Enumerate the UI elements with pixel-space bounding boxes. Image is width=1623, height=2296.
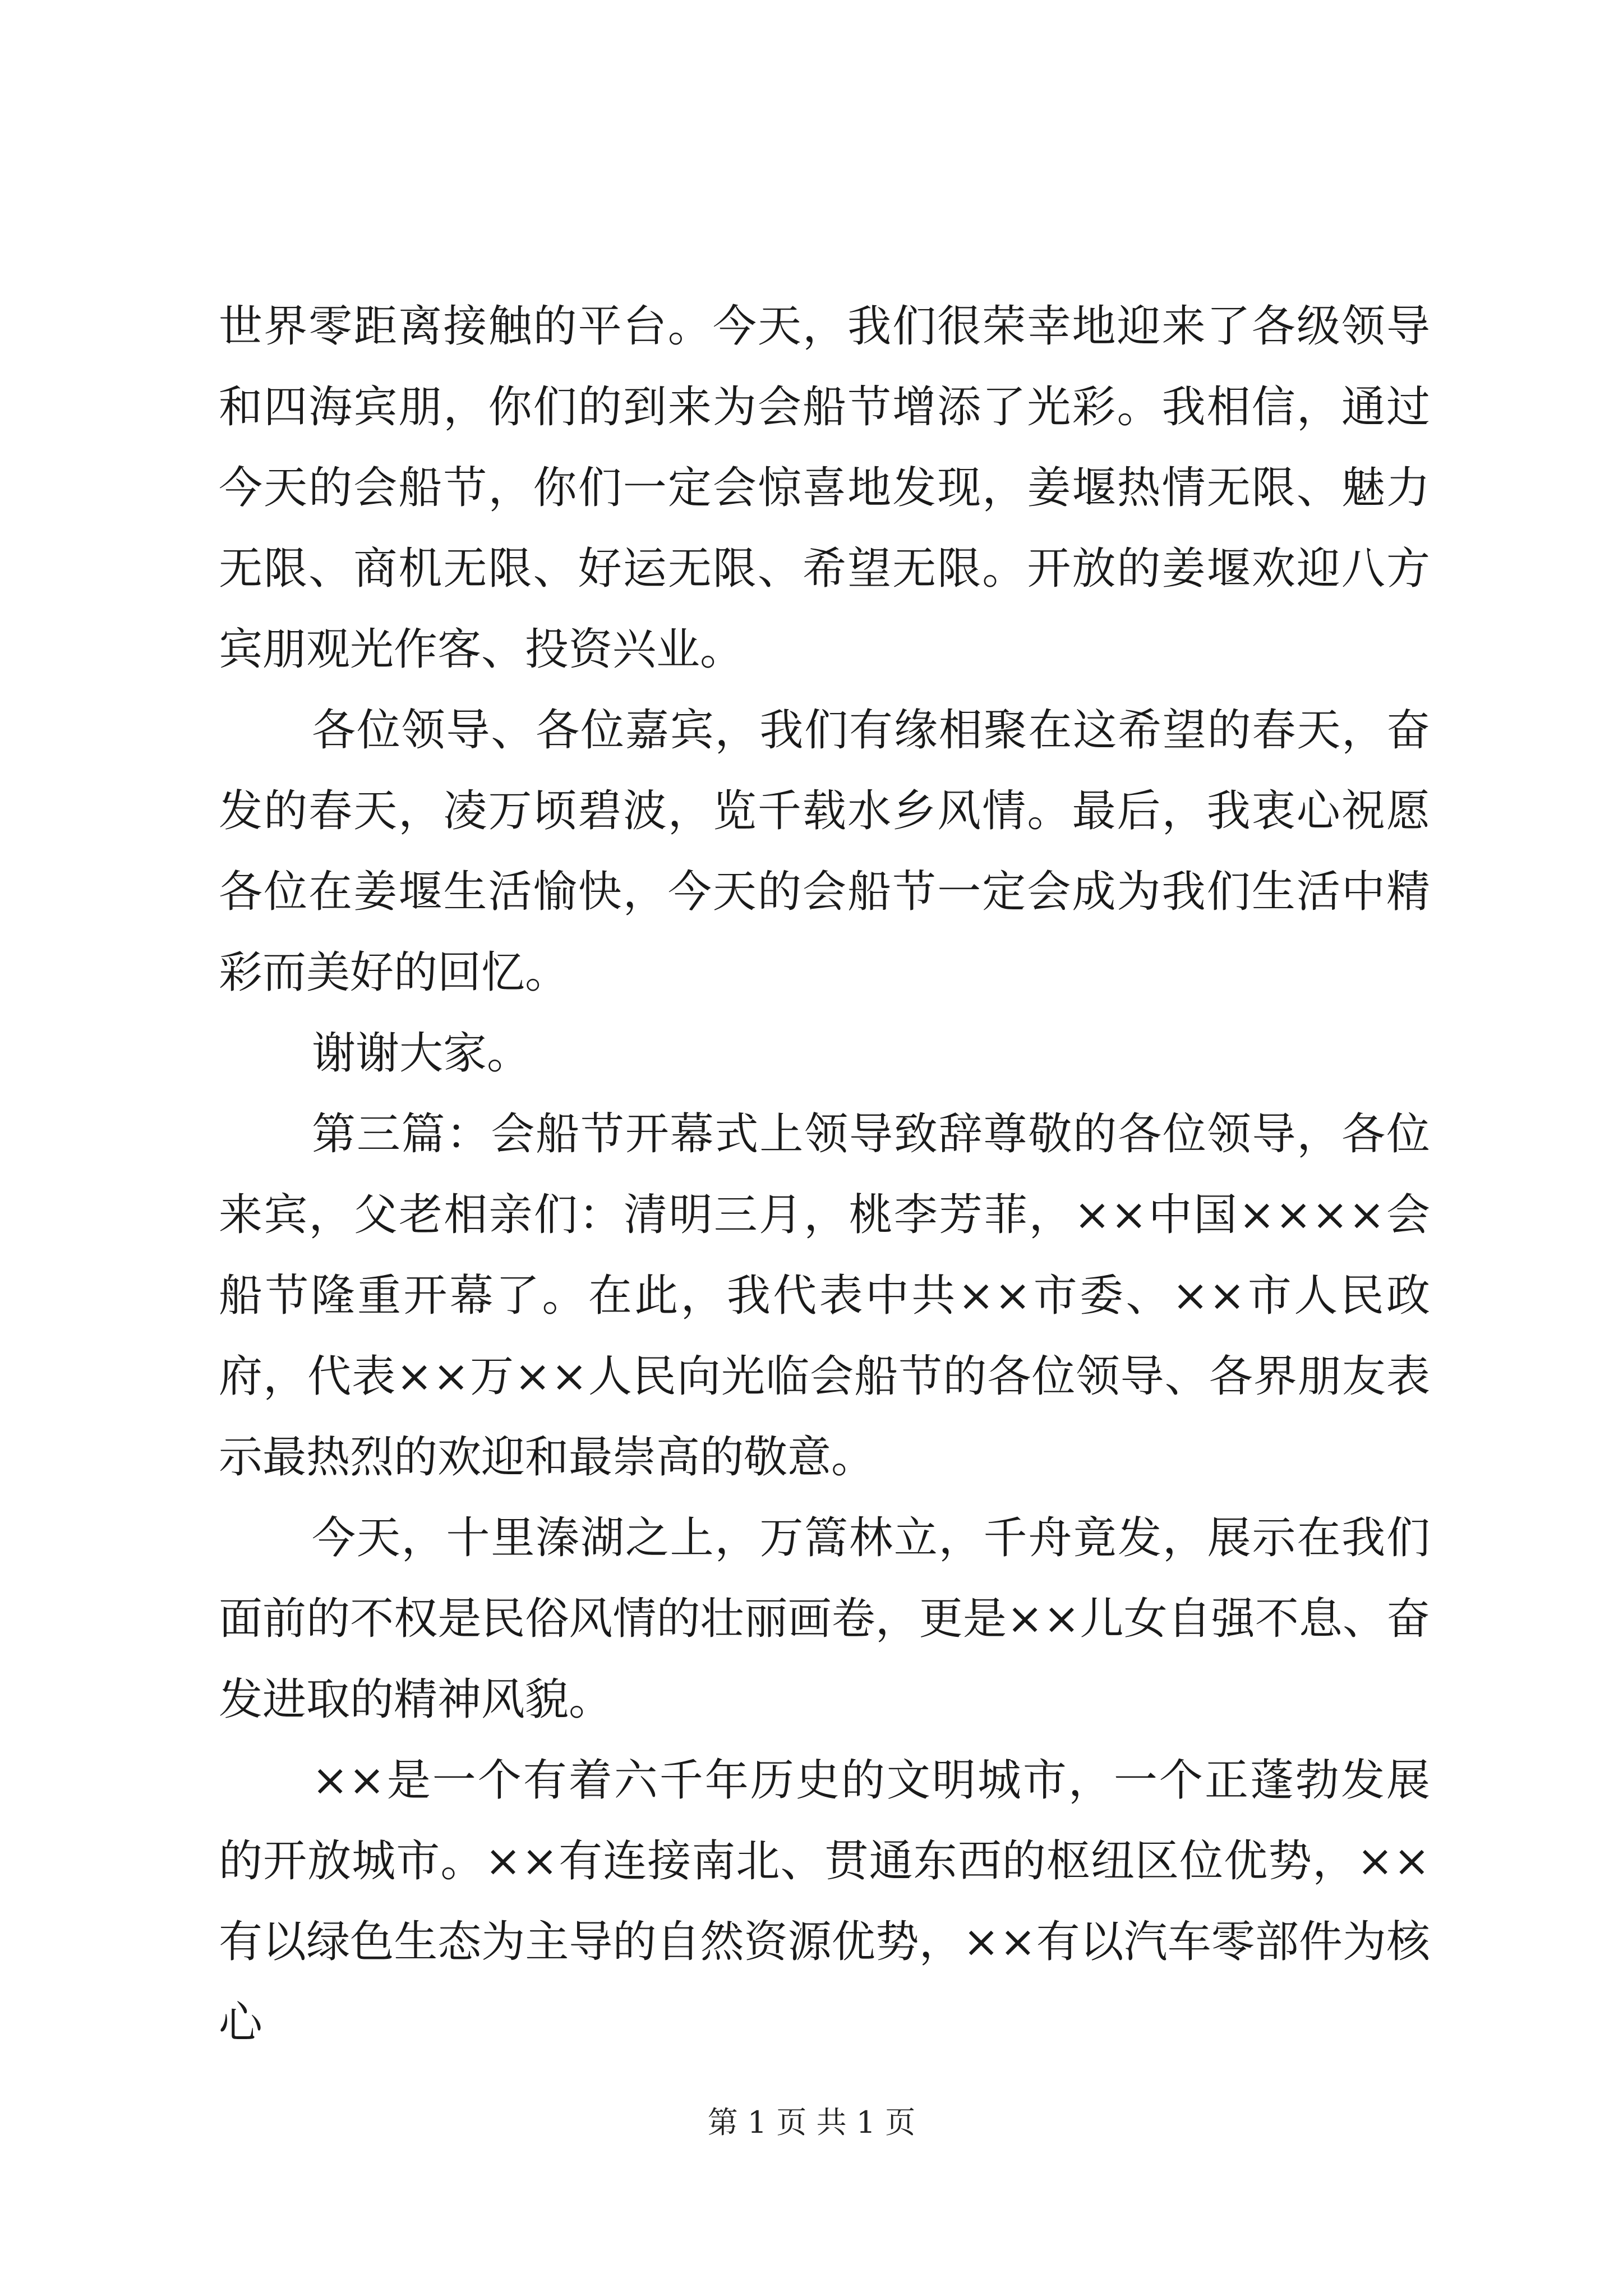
paragraph-5: 今天，十里溱湖之上，万篙林立，千舟竟发，展示在我们面前的不权是民俗风情的壮丽画卷，更是××儿女自强不息、奋发进取的精神风貌。 [219,1513,1430,1725]
paragraph-3: 谢谢大家。 [312,1028,531,1079]
paragraph-6: ××是一个有着六千年历史的文明城市，一个正蓬勃发展的开放城市。××有连接南北、贯通东西的枢纽区位优势，××有以绿色生态为主导的自然资源优势，××有以汽车零部件为核心 [219,1755,1430,2048]
paragraph-2: 各位领导、各位嘉宾，我们有缘相聚在这希望的春天，奋发的春天，凌万顷碧波，览千载水乡风情。最后，我衷心祝愿各位在姜堰生活愉快，今天的会船节一定会成为我们生活中精彩而美好的回忆。 [219,705,1430,998]
paragraph-1: 世界零距离接触的平台。今天，我们很荣幸地迎来了各级领导和四海宾朋，你们的到来为会船节增添了光彩。我相信，通过今天的会船节，你们一定会惊喜地发现，姜堰热情无限、魅力无限、商机无限、好运无限、希望无限。开放的姜堰欢迎八方宾朋观光作客、投资兴业。 [219,301,1430,675]
document-body [219,286,1430,2063]
page-footer: 第 1 页 共 1 页 [707,2105,916,2140]
paragraph-4: 第三篇：会船节开幕式上领导致辞尊敬的各位领导，各位来宾，父老相亲们：清明三月，桃李芳菲，××中国××××会船节隆重开幕了。在此，我代表中共××市委、××市人民政府，代表××万××人民向光临会船节的各位领导、各界朋友表示最热烈的欢迎和最崇高的敬意。 [219,1109,1430,1483]
